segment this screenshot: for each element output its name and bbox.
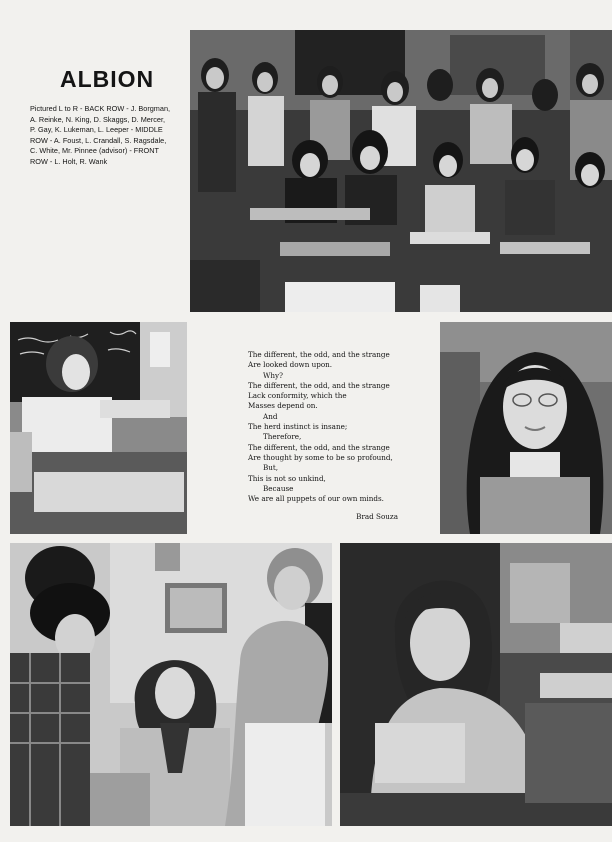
- caption-line: ROW - L. Holt, R. Wank: [30, 156, 108, 166]
- poem-line: Why?: [263, 370, 283, 380]
- poem-line: The herd instinct is insane;: [248, 422, 348, 432]
- poem: [248, 350, 438, 523]
- poem-line: We are all puppets of our own minds.: [248, 494, 384, 504]
- poem-line: The different, the odd, and the strange: [248, 442, 390, 452]
- group-caption: [30, 104, 188, 168]
- group-photo: [190, 30, 612, 312]
- caption-line: P. Gay, K. Lukeman, L. Leeper - MIDDLE: [30, 125, 163, 135]
- poem-line: Are thought by some to be so profound,: [248, 452, 393, 462]
- poem-author: Brad Souza: [356, 512, 398, 522]
- poem-line: Are looked down upon.: [248, 360, 333, 370]
- classroom-discussion-photo: [10, 543, 332, 826]
- student-working-photo: [340, 543, 612, 826]
- page-title: ALBION: [60, 66, 155, 92]
- poem-line: Lack conformity, which the: [248, 391, 347, 401]
- caption-line: C. White, Mr. Pinnee (advisor) - FRONT: [30, 146, 159, 156]
- poem-line: The different, the odd, and the strange: [248, 350, 390, 359]
- poem-line: Therefore,: [263, 432, 302, 442]
- portrait-photo: [440, 322, 612, 534]
- caption-line: ROW - A. Foust, L. Crandall, S. Ragsdale,: [30, 135, 167, 145]
- caption-line: Pictured L to R - BACK ROW - J. Borgman,: [30, 104, 171, 113]
- poem-line: The different, the odd, and the strange: [248, 380, 390, 390]
- poem-line: Masses depend on.: [248, 401, 318, 411]
- poem-line: And: [263, 411, 278, 421]
- student-at-desk-photo: [10, 322, 187, 534]
- poem-line: This is not so unkind,: [248, 473, 326, 483]
- caption-line: A. Reinke, N. King, D. Skaggs, D. Mercer,: [30, 114, 166, 124]
- poem-line: But,: [263, 463, 279, 473]
- poem-line: Because: [263, 483, 294, 493]
